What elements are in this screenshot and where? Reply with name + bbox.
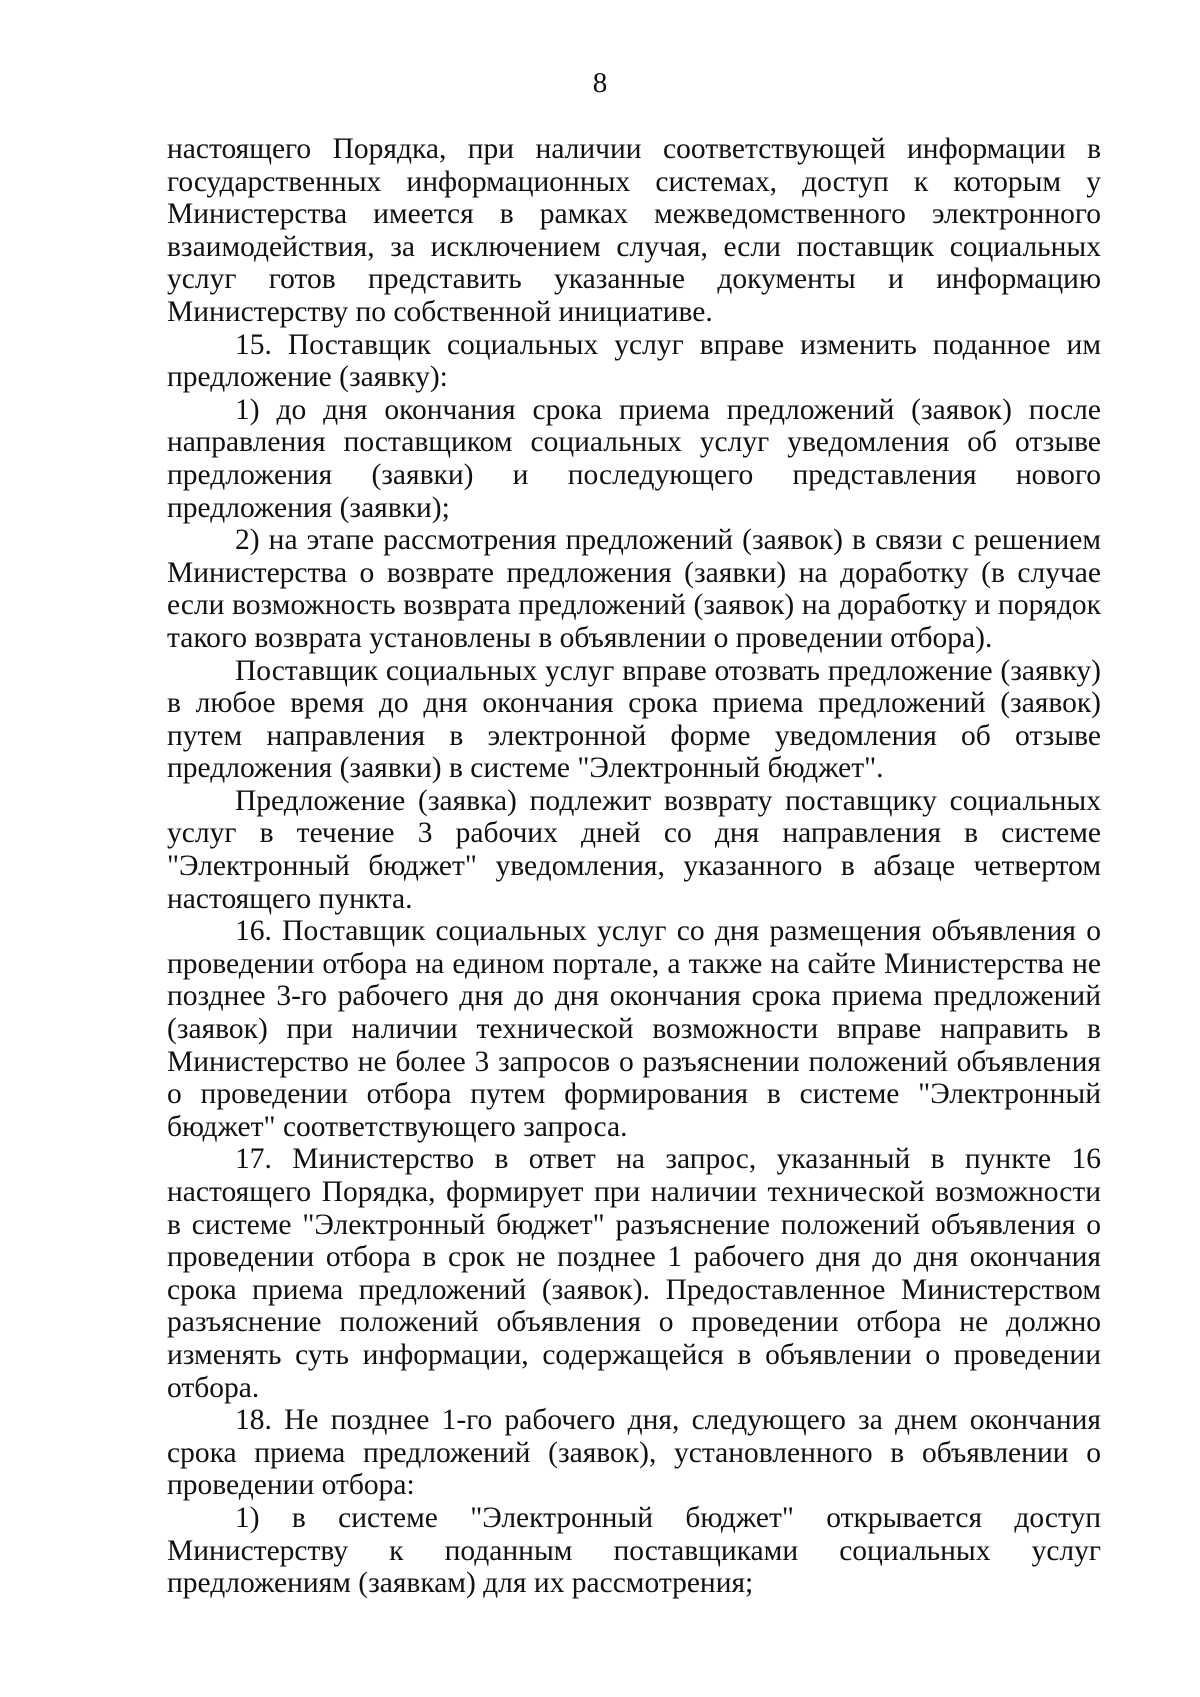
paragraph-item-18: 18. Не позднее 1-го рабочего дня, следующего за днем окончания срока приема предложений (заявок), установленного в объявлении о проведении отбора:: [167, 1404, 1101, 1502]
paragraph-item-16: 16. Поставщик социальных услуг со дня размещения объявления о проведении отбора на едином портале, а также на сайте Министерства не позднее 3-го рабочего дня до дня окончания срока приема предложений (заявок) при наличии технической возможности вправе направить в Министерство не более 3 запросов о разъяснении положений объявления о проведении отбора путем формирования в системе "Электронный бюджет" соответствующего запроса.: [167, 915, 1101, 1143]
paragraph-subitem-18-1: 1) в системе "Электронный бюджет" открывается доступ Министерству к поданным поставщиками социальных услуг предложениям (заявкам) для их рассмотрения;: [167, 1501, 1101, 1600]
paragraph-withdraw-application: Поставщик социальных услуг вправе отозвать предложение (заявку) в любое время до дня окончания срока приема предложений (заявок) путем направления в электронной форме уведомления об отзыве предложения (заявки) в системе "Электронный бюджет".: [167, 654, 1101, 785]
paragraph-subitem-15-2: 2) на этапе рассмотрения предложений (заявок) в связи с решением Министерства о возврате предложения (заявки) на доработку (в случае если возможность возврата предложений (заявок) на доработку и порядок такого возврата установлены в объявлении о проведении отбора).: [167, 524, 1101, 654]
paragraph-return-application: Предложение (заявка) подлежит возврату поставщику социальных услуг в течение 3 рабочих дней со дня направления в системе "Электронный бюджет" уведомления, указанного в абзаце четвертом настоящего пункта.: [167, 784, 1101, 915]
paragraph-continuation: настоящего Порядка, при наличии соответствующей информации в государственных информационных системах, доступ к которым у Министерства имеется в рамках межведомственного электронного взаимодействия, за исключением случая, если поставщик социальных услуг готов представить указанные документы и информацию Министерству по собственной инициативе.: [167, 133, 1101, 328]
page-number: 8: [592, 67, 608, 99]
paragraph-item-17: 17. Министерство в ответ на запрос, указанный в пункте 16 настоящего Порядка, формирует при наличии технической возможности в системе "Электронный бюджет" разъяснение положений объявления о проведении отбора в срок не позднее 1 рабочего дня до дня окончания срока приема предложений (заявок). Предоставленное Министерством разъяснение положений объявления о проведении отбора не должно изменять суть информации, содержащейся в объявлении о проведении отбора.: [167, 1143, 1101, 1404]
document-body: [167, 133, 1101, 1600]
paragraph-item-15: 15. Поставщик социальных услуг вправе изменить поданное им предложение (заявку):: [167, 328, 1101, 394]
paragraph-subitem-15-1: 1) до дня окончания срока приема предложений (заявок) после направления поставщиком социальных услуг уведомления об отзыве предложения (заявки) и последующего представления нового предложения (заявки);: [167, 393, 1101, 524]
